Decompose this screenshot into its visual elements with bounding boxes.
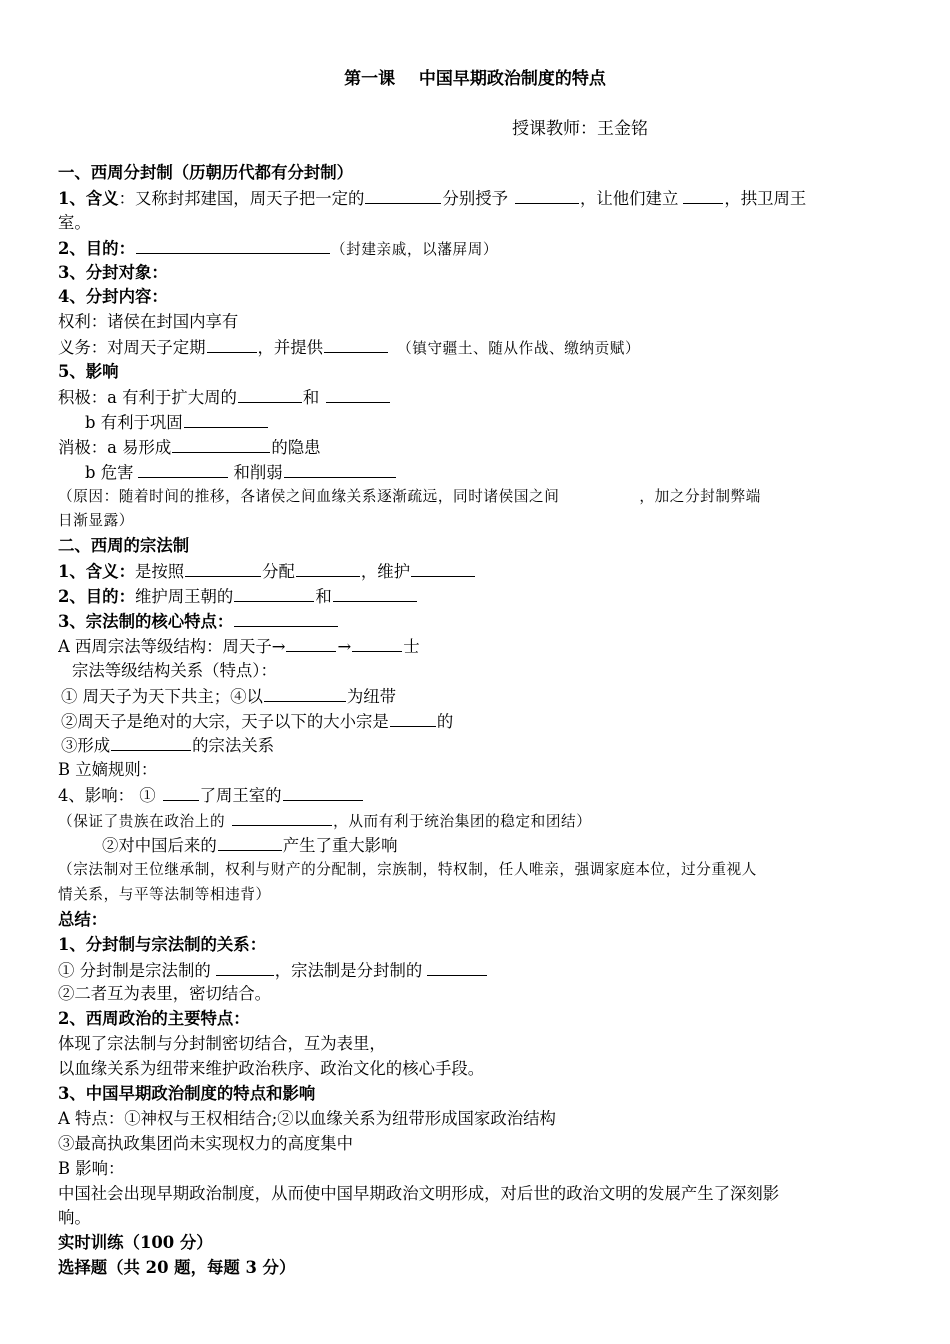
fill-blank[interactable] (218, 833, 282, 851)
text-line (58, 236, 898, 261)
fill-blank[interactable] (138, 460, 228, 478)
text-line: 中国社会出现早期政治制度，从而使中国早期政治文明形成，对后世的政治文明的发展产生了深刻影 (58, 1183, 780, 1203)
note-text: ，从而有利于统治集团的稳定和团结） (333, 813, 592, 831)
fill-blank[interactable] (515, 186, 579, 204)
fill-blank[interactable] (238, 385, 302, 403)
text: ③形成 (61, 736, 111, 756)
text: ，让他们建立 (580, 188, 679, 208)
text: ，维护 (360, 562, 411, 582)
fill-blank[interactable] (427, 958, 487, 976)
note-text: ，加之分封制弊端 (639, 487, 761, 505)
subheading: 3、中国早期政治制度的特点和影响 (58, 1083, 316, 1103)
text: b 有利于巩固 (85, 412, 183, 432)
text: 和 (315, 587, 332, 607)
text: 是按照 (134, 562, 185, 582)
fill-blank[interactable] (296, 559, 360, 577)
text-line (58, 435, 898, 460)
text: 分别授予 (442, 188, 508, 208)
text-line (58, 410, 898, 435)
text: 义务：对周天子定期 (58, 338, 206, 358)
text-line (58, 684, 898, 709)
fill-blank[interactable] (163, 783, 199, 801)
teacher-line: 授课教师：王金铭 (512, 119, 648, 139)
fill-blank[interactable] (283, 783, 363, 801)
fill-blank[interactable] (284, 460, 396, 478)
text-line (58, 385, 898, 410)
text: 维护周王朝的 (134, 587, 234, 607)
section-heading: 一、西周分封制（历朝历代都有分封制） (58, 163, 354, 182)
text-line: 权利：诸侯在封国内享有 (58, 312, 239, 332)
text: → (337, 636, 352, 656)
fill-blank[interactable] (411, 559, 475, 577)
text: 为纽带 (346, 686, 397, 706)
text-line: 响。 (58, 1208, 91, 1228)
text: ②对中国后来的 (102, 836, 217, 856)
fill-blank[interactable] (136, 236, 330, 254)
term-label: 1、含义： (58, 562, 135, 582)
term-label: 3、宗法制的核心特点： (58, 612, 234, 632)
text-line (58, 783, 898, 808)
text: ① 分封制是宗法制的 (58, 960, 211, 980)
text: ：又称封邦建国，周天子把一定的 (118, 188, 365, 208)
note-text: （镇守疆土、随从作战、缴纳贡赋） (397, 340, 641, 358)
text: 的 (436, 711, 454, 731)
note-line (58, 808, 898, 833)
fill-blank[interactable] (365, 186, 441, 204)
text-line (58, 733, 898, 758)
fill-blank[interactable] (286, 634, 336, 652)
note-line: （宗法制对王位继承制，权利与财产的分配制，宗族制，特权制，任人唯亲，强调家庭本位，过分重视人 (58, 860, 757, 878)
text: b 危害 (85, 462, 134, 482)
text: 和 (302, 388, 320, 408)
fill-blank[interactable] (185, 559, 261, 577)
term-label: 2、目的： (58, 587, 135, 607)
text: ，宗法制是分封制的 (274, 960, 423, 980)
note-text: （原因：随着时间的推移，各诸侯之间血缘关系逐渐疏远，同时诸侯国之间 (58, 487, 560, 505)
text: 的隐患 (271, 437, 321, 457)
text: ，并提供 (257, 338, 324, 358)
text-line (58, 335, 898, 360)
text-line (58, 559, 898, 584)
note-text: （保证了贵族在政治上的 (58, 813, 226, 831)
fill-blank[interactable] (264, 684, 346, 702)
subheading: 5、影响 (58, 362, 119, 382)
text-line (58, 634, 898, 659)
text: 的宗法关系 (192, 736, 275, 756)
fill-blank[interactable] (216, 958, 274, 976)
text: 产生了重大影响 (282, 836, 398, 856)
text: 士 (403, 636, 420, 656)
page-title: 第一课 中国早期政治制度的特点 (344, 69, 606, 89)
text: 积极：a 有利于扩大周的 (58, 388, 237, 408)
text-line: 体现了宗法制与分封制密切结合，互为表里， (58, 1034, 386, 1054)
fill-blank[interactable] (234, 609, 338, 627)
fill-blank[interactable] (111, 733, 191, 751)
text-line (58, 833, 898, 858)
term-label: 1、含义 (58, 188, 119, 208)
note-line (58, 485, 898, 510)
fill-blank[interactable] (390, 709, 436, 727)
text-line (58, 709, 898, 734)
fill-blank[interactable] (324, 335, 388, 353)
text-line (58, 460, 898, 485)
text-line (58, 584, 898, 609)
subheading: 3、分封对象： (58, 262, 168, 282)
text-line: B 立嫡规则： (58, 760, 158, 780)
text-line: A 特点：①神权与王权相结合;②以血缘关系为纽带形成国家政治结构 (58, 1108, 556, 1128)
text: 消极：a 易形成 (58, 437, 172, 457)
text-line (58, 958, 898, 983)
text: ① 周天子为天下共主；④以 (61, 686, 263, 706)
text: 分配 (262, 562, 295, 582)
term-label: 2、目的： (58, 238, 135, 258)
fill-blank[interactable] (172, 435, 270, 453)
fill-blank[interactable] (207, 335, 257, 353)
subheading: 1、分封制与宗法制的关系： (58, 934, 267, 954)
section-heading: 总结： (58, 909, 108, 929)
fill-blank[interactable] (326, 385, 390, 403)
text: 了周王室的 (199, 786, 282, 806)
section-heading: 实时训练（100 分） (58, 1233, 213, 1253)
note-line: 日渐显露） (58, 512, 134, 530)
fill-blank[interactable] (184, 410, 268, 428)
text: 4、影响： ① (58, 786, 156, 806)
fill-blank[interactable] (232, 808, 332, 826)
text-line (58, 186, 898, 211)
text: ，拱卫周王 (724, 188, 807, 208)
note-line: 情关系，与平等法制等相违背） (58, 885, 271, 903)
text-line: B 影响： (58, 1158, 125, 1178)
text-line (58, 609, 898, 634)
subheading: 2、西周政治的主要特点： (58, 1009, 250, 1029)
text: ②周天子是绝对的大宗，天子以下的大小宗是 (61, 711, 389, 731)
text: 和削弱 (233, 462, 283, 482)
fill-blank[interactable] (333, 584, 417, 602)
fill-blank[interactable] (352, 634, 402, 652)
note-text: （封建亲戚，以藩屏周） (330, 240, 499, 258)
text: A 西周宗法等级结构：周天子→ (58, 636, 286, 656)
text-line: 以血缘关系为纽带来维护政治秩序、政治文化的核心手段。 (58, 1059, 485, 1079)
text-line (58, 659, 898, 684)
subheading: 4、分封内容： (58, 287, 168, 307)
text: 宗法等级结构关系（特点）： (72, 660, 277, 680)
text-line: ②二者互为表里，密切结合。 (58, 984, 272, 1004)
text-line: ③最高执政集团尚未实现权力的高度集中 (58, 1133, 354, 1153)
text-line: 室。 (58, 212, 91, 232)
fill-blank[interactable] (683, 186, 723, 204)
worksheet-body (58, 161, 898, 1281)
section-heading: 选择题（共 20 题，每题 3 分） (58, 1258, 296, 1278)
section-heading: 二、西周的宗法制 (58, 536, 190, 556)
fill-blank[interactable] (234, 584, 314, 602)
